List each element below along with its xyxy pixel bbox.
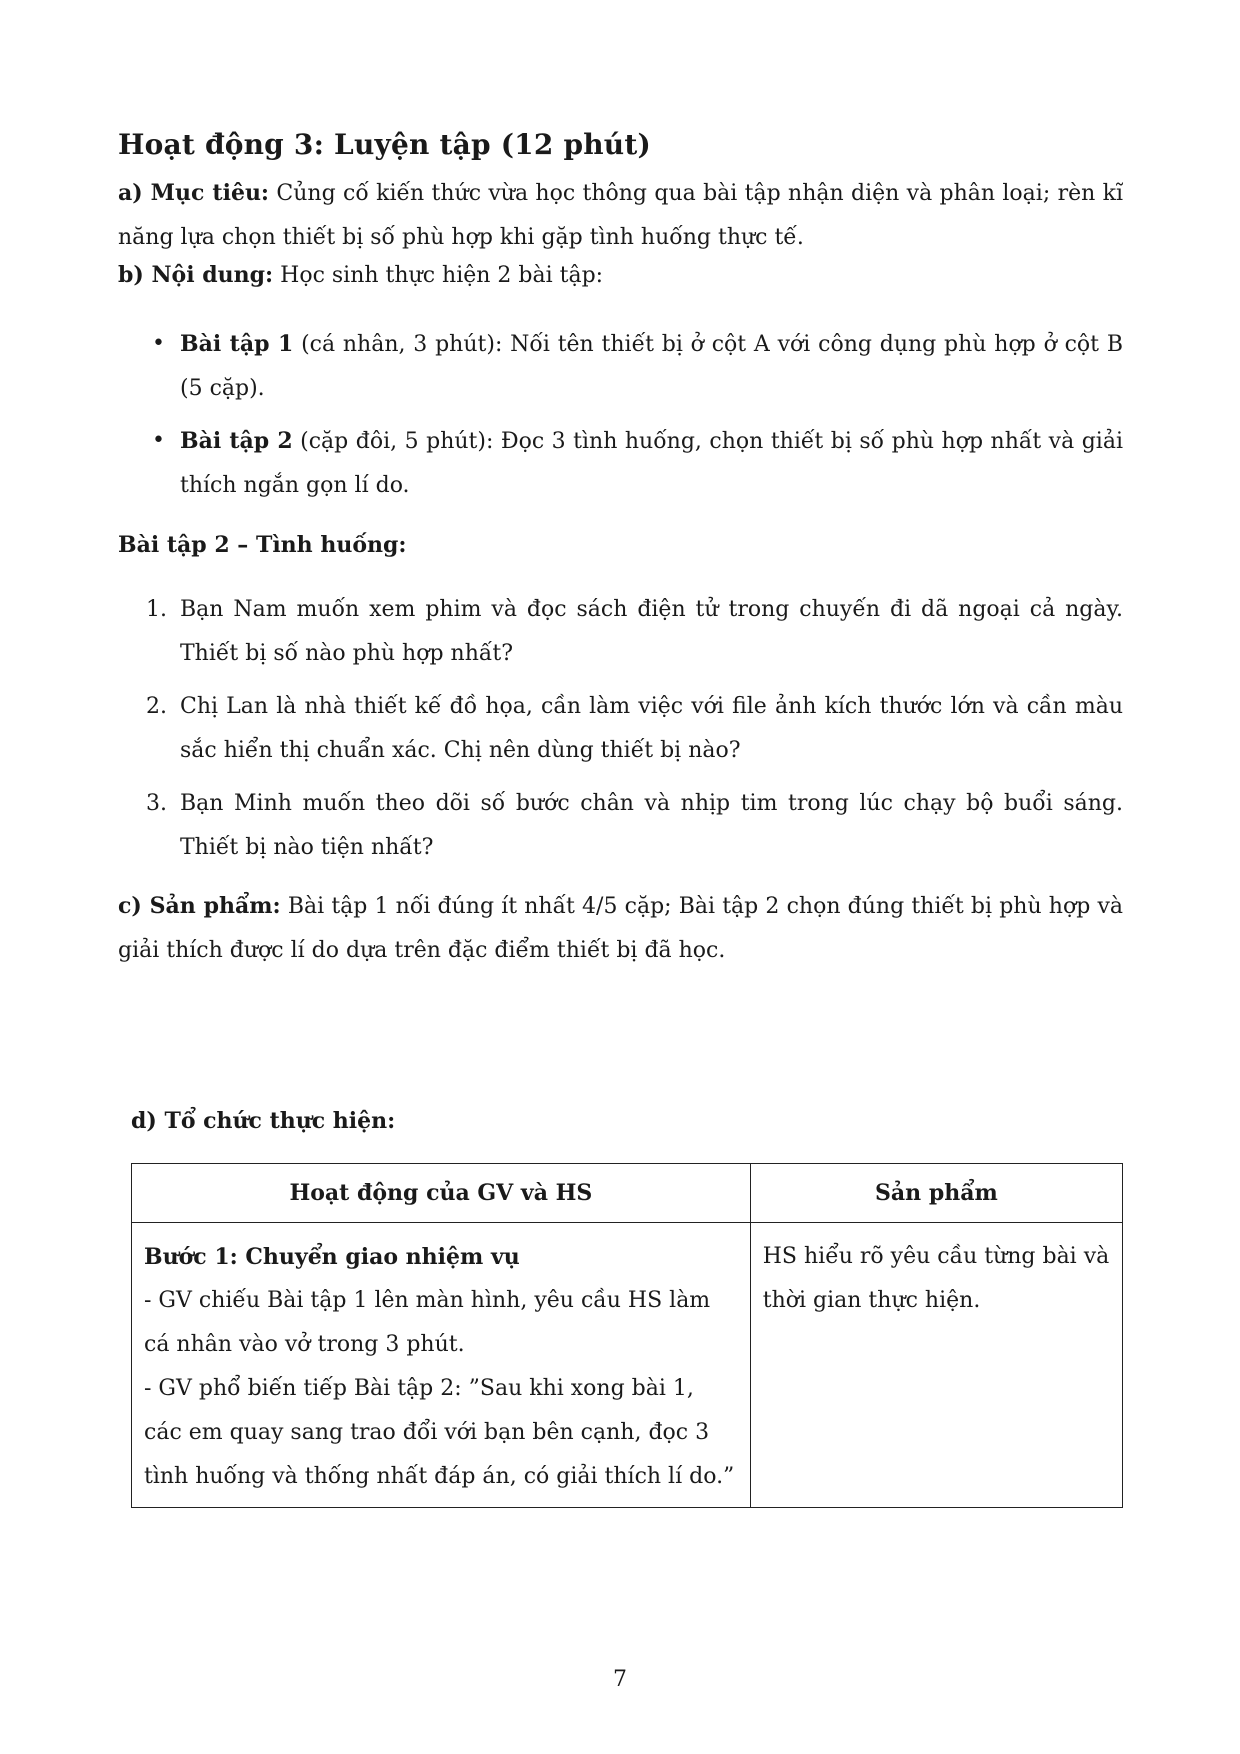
enum-item bbox=[146, 588, 1123, 676]
bullet-title: Bài tập 2 bbox=[180, 428, 293, 454]
muc-tieu-label: a) Mục tiêu: bbox=[118, 180, 270, 206]
muc-tieu-paragraph bbox=[118, 171, 1123, 260]
noi-dung-label: b) Nội dung: bbox=[118, 262, 274, 288]
enum-number: 1. bbox=[146, 597, 167, 622]
activity-cell bbox=[132, 1223, 751, 1508]
san-pham-paragraph bbox=[118, 884, 1123, 973]
table-row bbox=[132, 1223, 1123, 1508]
bullet-item bbox=[152, 322, 1123, 411]
bullet-item bbox=[152, 419, 1123, 508]
section-heading: Hoạt động 3: Luyện tập (12 phút) bbox=[118, 128, 651, 161]
tinh-huong-heading: Bài tập 2 – Tình huống: bbox=[118, 532, 407, 558]
to-chuc-heading: d) Tổ chức thực hiện: bbox=[131, 1108, 396, 1134]
product-cell bbox=[750, 1223, 1122, 1508]
san-pham-text: Bài tập 1 nối đúng ít nhất 4/5 cặp; Bài tập 2 chọn đúng thiết bị phù hợp và giải thích được lí do dựa trên đặc điểm thiết bị đã học. bbox=[118, 894, 1124, 963]
bullet-text: (cặp đôi, 5 phút): Đọc 3 tình huống, chọn thiết bị số phù hợp nhất và giải thích ngắn gọn lí do. bbox=[180, 429, 1123, 498]
san-pham-label: c) Sản phẩm: bbox=[118, 893, 281, 919]
noi-dung-paragraph bbox=[118, 253, 1123, 298]
enum-text: Chị Lan là nhà thiết kế đồ họa, cần làm việc với file ảnh kích thước lớn và cần màu sắc hiển thị chuẩn xác. Chị nên dùng thiết bị nào? bbox=[180, 694, 1123, 763]
table-header-cell: Sản phẩm bbox=[750, 1164, 1122, 1223]
bullet-dot-icon: • bbox=[152, 428, 165, 453]
bullet-title: Bài tập 1 bbox=[180, 331, 294, 357]
step-line: - GV phổ biến tiếp Bài tập 2: ”Sau khi xong bài 1, các em quay sang trao đổi với bạn bên cạnh, đọc 3 tình huống và thống nhất đáp án, có giải thích lí do.” bbox=[144, 1376, 735, 1489]
enum-number: 3. bbox=[146, 791, 167, 816]
enum-item bbox=[146, 685, 1123, 773]
step-title: Bước 1: Chuyển giao nhiệm vụ bbox=[144, 1244, 520, 1270]
enum-text: Bạn Nam muốn xem phim và đọc sách điện tử trong chuyến đi dã ngoại cả ngày. Thiết bị số nào phù hợp nhất? bbox=[180, 597, 1123, 666]
bullet-dot-icon: • bbox=[152, 331, 165, 356]
step-line: - GV chiếu Bài tập 1 lên màn hình, yêu cầu HS làm cá nhân vào vở trong 3 phút. bbox=[144, 1288, 711, 1357]
organization-table bbox=[131, 1163, 1123, 1508]
bullet-text: (cá nhân, 3 phút): Nối tên thiết bị ở cột A với công dụng phù hợp ở cột B (5 cặp). bbox=[180, 332, 1123, 401]
enum-number: 2. bbox=[146, 694, 167, 719]
table-header-cell: Hoạt động của GV và HS bbox=[132, 1164, 751, 1223]
enum-text: Bạn Minh muốn theo dõi số bước chân và nhịp tim trong lúc chạy bộ buổi sáng. Thiết bị nào tiện nhất? bbox=[180, 791, 1123, 860]
table-header-row bbox=[132, 1164, 1123, 1223]
product-text: HS hiểu rõ yêu cầu từng bài và thời gian thực hiện. bbox=[762, 1244, 1110, 1313]
noi-dung-text: Học sinh thực hiện 2 bài tập: bbox=[280, 263, 604, 288]
muc-tieu-text: Củng cố kiến thức vừa học thông qua bài tập nhận diện và phân loại; rèn kĩ năng lựa chọn thiết bị số phù hợp khi gặp tình huống thực tế. bbox=[118, 181, 1123, 250]
page-number: 7 bbox=[613, 1667, 627, 1692]
enum-item bbox=[146, 782, 1123, 870]
